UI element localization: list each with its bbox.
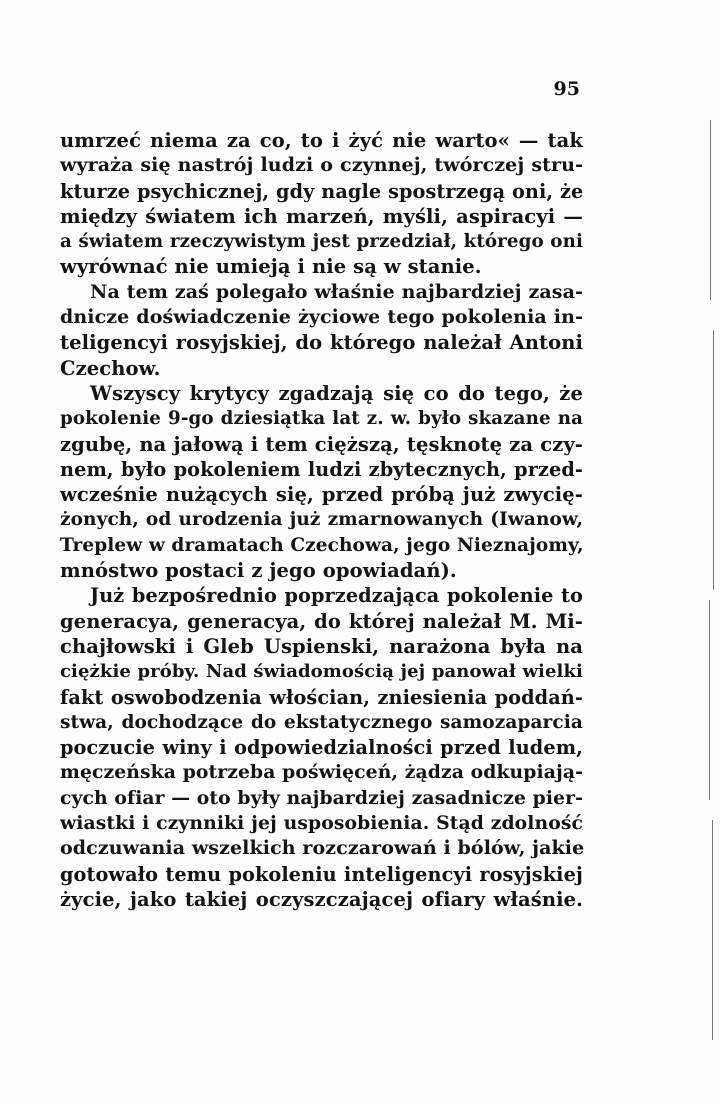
text-line: Treplew w dramatach Czechowa, jego Nieznajomy, bbox=[60, 534, 584, 556]
text-line: teligencyi rosyjskiej, do którego należał Antoni bbox=[60, 331, 583, 355]
text-line: między światem ich marzeń, myśli, aspiracyi — bbox=[60, 204, 583, 228]
text-line: umrzeć niema za co, to i żyć nie warto« — tak bbox=[60, 129, 583, 152]
text-line: żonych, od urodzenia już zmarnowanych (Iwanow, bbox=[60, 509, 583, 531]
page-number: 95 bbox=[553, 78, 580, 100]
text-line: Już bezpośrednio poprzedzająca pokolenie to bbox=[90, 584, 583, 608]
text-line: generacya, generacya, do której należał M. Mi- bbox=[60, 609, 583, 633]
text-line: cych ofiar — oto były najbardziej zasadnicze pier- bbox=[60, 786, 583, 809]
text-line: wcześnie nużących się, przed próbą już zwycię- bbox=[60, 483, 583, 507]
text-line: kturze psychicznej, gdy nagle spostrzegą oni, że bbox=[60, 179, 584, 203]
text-line: Czechow. bbox=[60, 356, 161, 380]
text-line: Na tem zaś polegało właśnie najbardziej zasa- bbox=[90, 280, 583, 303]
text-line: życie, jako takiej oczyszczającej ofiary właśnie. bbox=[60, 887, 583, 911]
body-text bbox=[60, 128, 583, 912]
text-line: wyrównać nie umieją i nie są w stanie. bbox=[60, 255, 482, 279]
text-line: poczucie winy i odpowiedzialności przed ludem, bbox=[60, 736, 583, 760]
text-line: wiastki i czynniki jej usposobienia. Stąd zdolność bbox=[60, 812, 583, 835]
text-line: chajłowski i Gleb Uspienski, narażona była na bbox=[60, 634, 583, 658]
text-line: ciężkie próby. Nad świadomością jej panował wielki bbox=[60, 661, 583, 683]
text-line: mnóstwo postaci z jego opowiadań). bbox=[60, 559, 457, 583]
text-line: fakt oswobodzenia włościan, zniesienia poddań- bbox=[60, 685, 583, 709]
text-line: a światem rzeczywistym jest przedział, którego oni bbox=[60, 231, 583, 253]
text-line: stwa, dochodzące do ekstatycznego samozaparcia bbox=[60, 711, 583, 733]
text-line: zgubę, na jałową i tem cięższą, tęsknotę za czy- bbox=[60, 432, 583, 456]
text-line: męczeńska potrzeba poświęceń, żądza odkupiają- bbox=[60, 761, 583, 784]
text-line: odczuwania wszelkich rozczarowań i bólów, jakie bbox=[60, 837, 585, 860]
text-line: nem, było pokoleniem ludzi zbytecznych, przed- bbox=[60, 457, 583, 481]
text-line: wyraża się nastrój ludzi o czynnej, twórczej stru- bbox=[60, 154, 583, 177]
text-line: pokolenie 9-go dziesiątka lat z. w. było skazane na bbox=[60, 408, 583, 430]
text-line: gotowało temu pokoleniu inteligencyi rosyjskiej bbox=[60, 862, 583, 886]
text-line: dnicze doświadczenie życiowe tego pokolenia in- bbox=[60, 306, 583, 329]
page-edge-marks bbox=[706, 0, 720, 1104]
text-line: Wszyscy krytycy zgadzają się co do tego, że bbox=[90, 381, 583, 405]
